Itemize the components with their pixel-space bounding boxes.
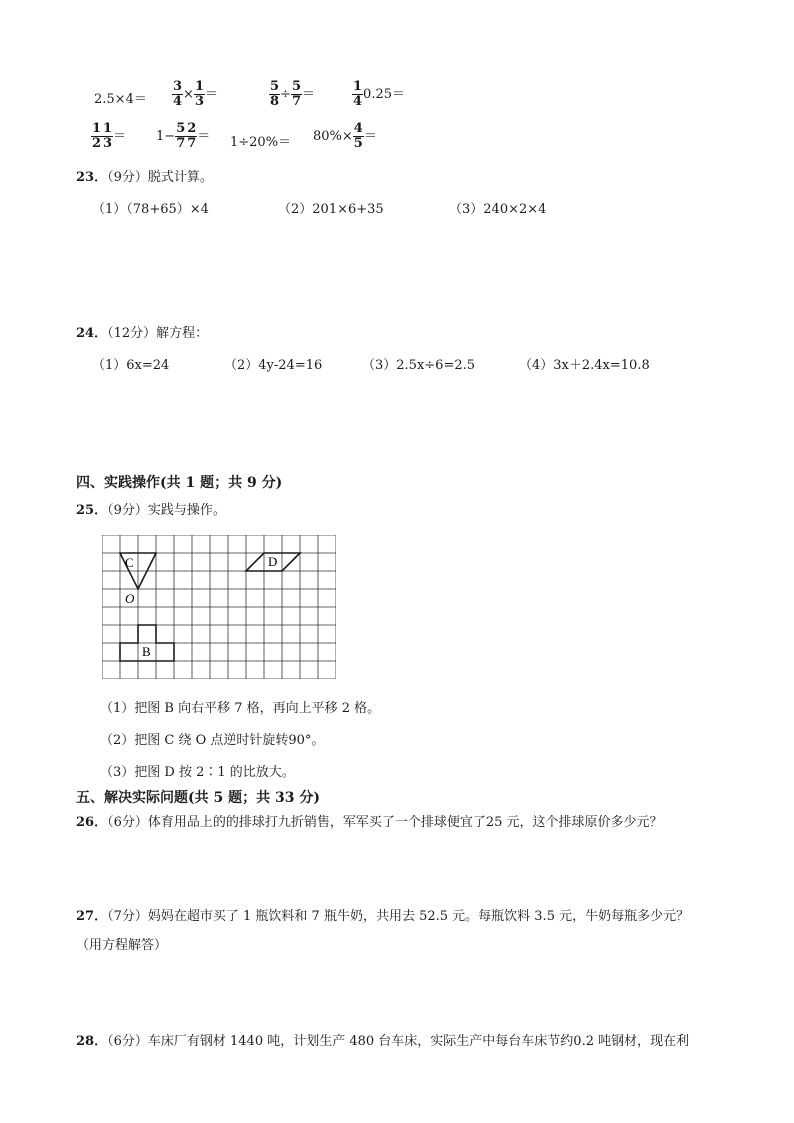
question-23-header: 23．（9分）脱式计算。 bbox=[76, 170, 213, 185]
oral-calc-2-1: $\frac{1}{2}$ $\frac{1}{3}$ ＝ bbox=[92, 121, 127, 151]
label-b: B bbox=[142, 644, 151, 659]
question-24-header: 24．（12分）解方程： bbox=[76, 326, 209, 341]
grid-figure bbox=[102, 535, 336, 679]
question-24-item-1: （1）6x=24 bbox=[92, 358, 170, 373]
fraction: $\frac{1}{3}$ bbox=[194, 79, 204, 109]
question-27-note: （用方程解答） bbox=[76, 938, 168, 953]
question-26: 26．（6分）体育用品上的的排球打九折销售，军军买了一个排球便宜了25 元，这个排球原价多少元？ bbox=[76, 815, 663, 830]
section-5-heading: 五、解决实际问题(共 5 题；共 33 分) bbox=[76, 790, 320, 806]
question-23-item-1: （1）（78+65）×4 bbox=[92, 202, 209, 217]
fraction: $\frac{1}{3}$ bbox=[103, 121, 113, 151]
oral-calc-1-2: $\frac{3}{4}$ × $\frac{1}{3}$ ＝ bbox=[173, 79, 219, 109]
oral-calc-1-3: $\frac{5}{8}$ ÷ $\frac{5}{7}$ ＝ bbox=[270, 79, 316, 109]
question-25-header: 25．（9分）实践与操作。 bbox=[76, 503, 226, 518]
question-25-item-1: （1）把图 B 向右平移 7 格，再向上平移 2 格。 bbox=[100, 701, 381, 716]
grid-svg bbox=[102, 535, 336, 679]
question-25-item-2: （2）把图 C 绕 O 点逆时针旋转90°。 bbox=[100, 733, 325, 748]
oral-calc-1-4: $\frac{1}{4}$ 0.25＝ bbox=[353, 79, 405, 109]
oral-calc-2-3: 1÷20%＝ bbox=[230, 135, 292, 150]
fraction: $\frac{5}{8}$ bbox=[270, 79, 280, 109]
oral-calc-2-4: 80%× $\frac{4}{5}$ ＝ bbox=[313, 121, 377, 151]
question-24-item-4: （4）3x＋2.4x=10.8 bbox=[519, 358, 650, 373]
question-23-item-2: （2）201×6+35 bbox=[278, 202, 384, 217]
oral-calc-1-1 bbox=[94, 88, 147, 107]
oral-calc-text: 2.5×4＝ bbox=[94, 92, 147, 107]
question-28: 28．（6分）车床厂有钢材 1440 吨，计划生产 480 台车床，实际生产中每台车床节约0.2 吨钢材，现在利 bbox=[76, 1034, 690, 1049]
question-25-item-3: （3）把图 D 按 2∶1 的比放大。 bbox=[100, 765, 295, 780]
grid-lines bbox=[102, 535, 336, 679]
fraction: $\frac{2}{7}$ bbox=[187, 121, 197, 151]
label-o: O bbox=[125, 591, 135, 606]
section-4-heading: 四、实践操作(共 1 题；共 9 分) bbox=[76, 475, 283, 491]
question-24-item-3: （3）2.5x÷6=2.5 bbox=[362, 358, 476, 373]
fraction: $\frac{3}{4}$ bbox=[173, 79, 183, 109]
question-24-item-2: （2）4y-24=16 bbox=[224, 358, 323, 373]
label-d: D bbox=[268, 554, 278, 569]
oral-calc-2-2: 1− $\frac{5}{7}$ $\frac{2}{7}$ ＝ bbox=[156, 121, 211, 151]
fraction: $\frac{1}{4}$ bbox=[353, 79, 363, 109]
question-27: 27．（7分）妈妈在超市买了 1 瓶饮料和 7 瓶牛奶，共用去 52.5 元。每瓶饮料 3.5 元，牛奶每瓶多少元？ bbox=[76, 909, 690, 924]
fraction: $\frac{1}{2}$ bbox=[92, 121, 102, 151]
fraction: $\frac{5}{7}$ bbox=[176, 121, 186, 151]
fraction: $\frac{4}{5}$ bbox=[353, 121, 363, 151]
label-c: C bbox=[125, 555, 134, 570]
fraction: $\frac{5}{7}$ bbox=[291, 79, 301, 109]
question-23-item-3: （3）240×2×4 bbox=[449, 202, 547, 217]
